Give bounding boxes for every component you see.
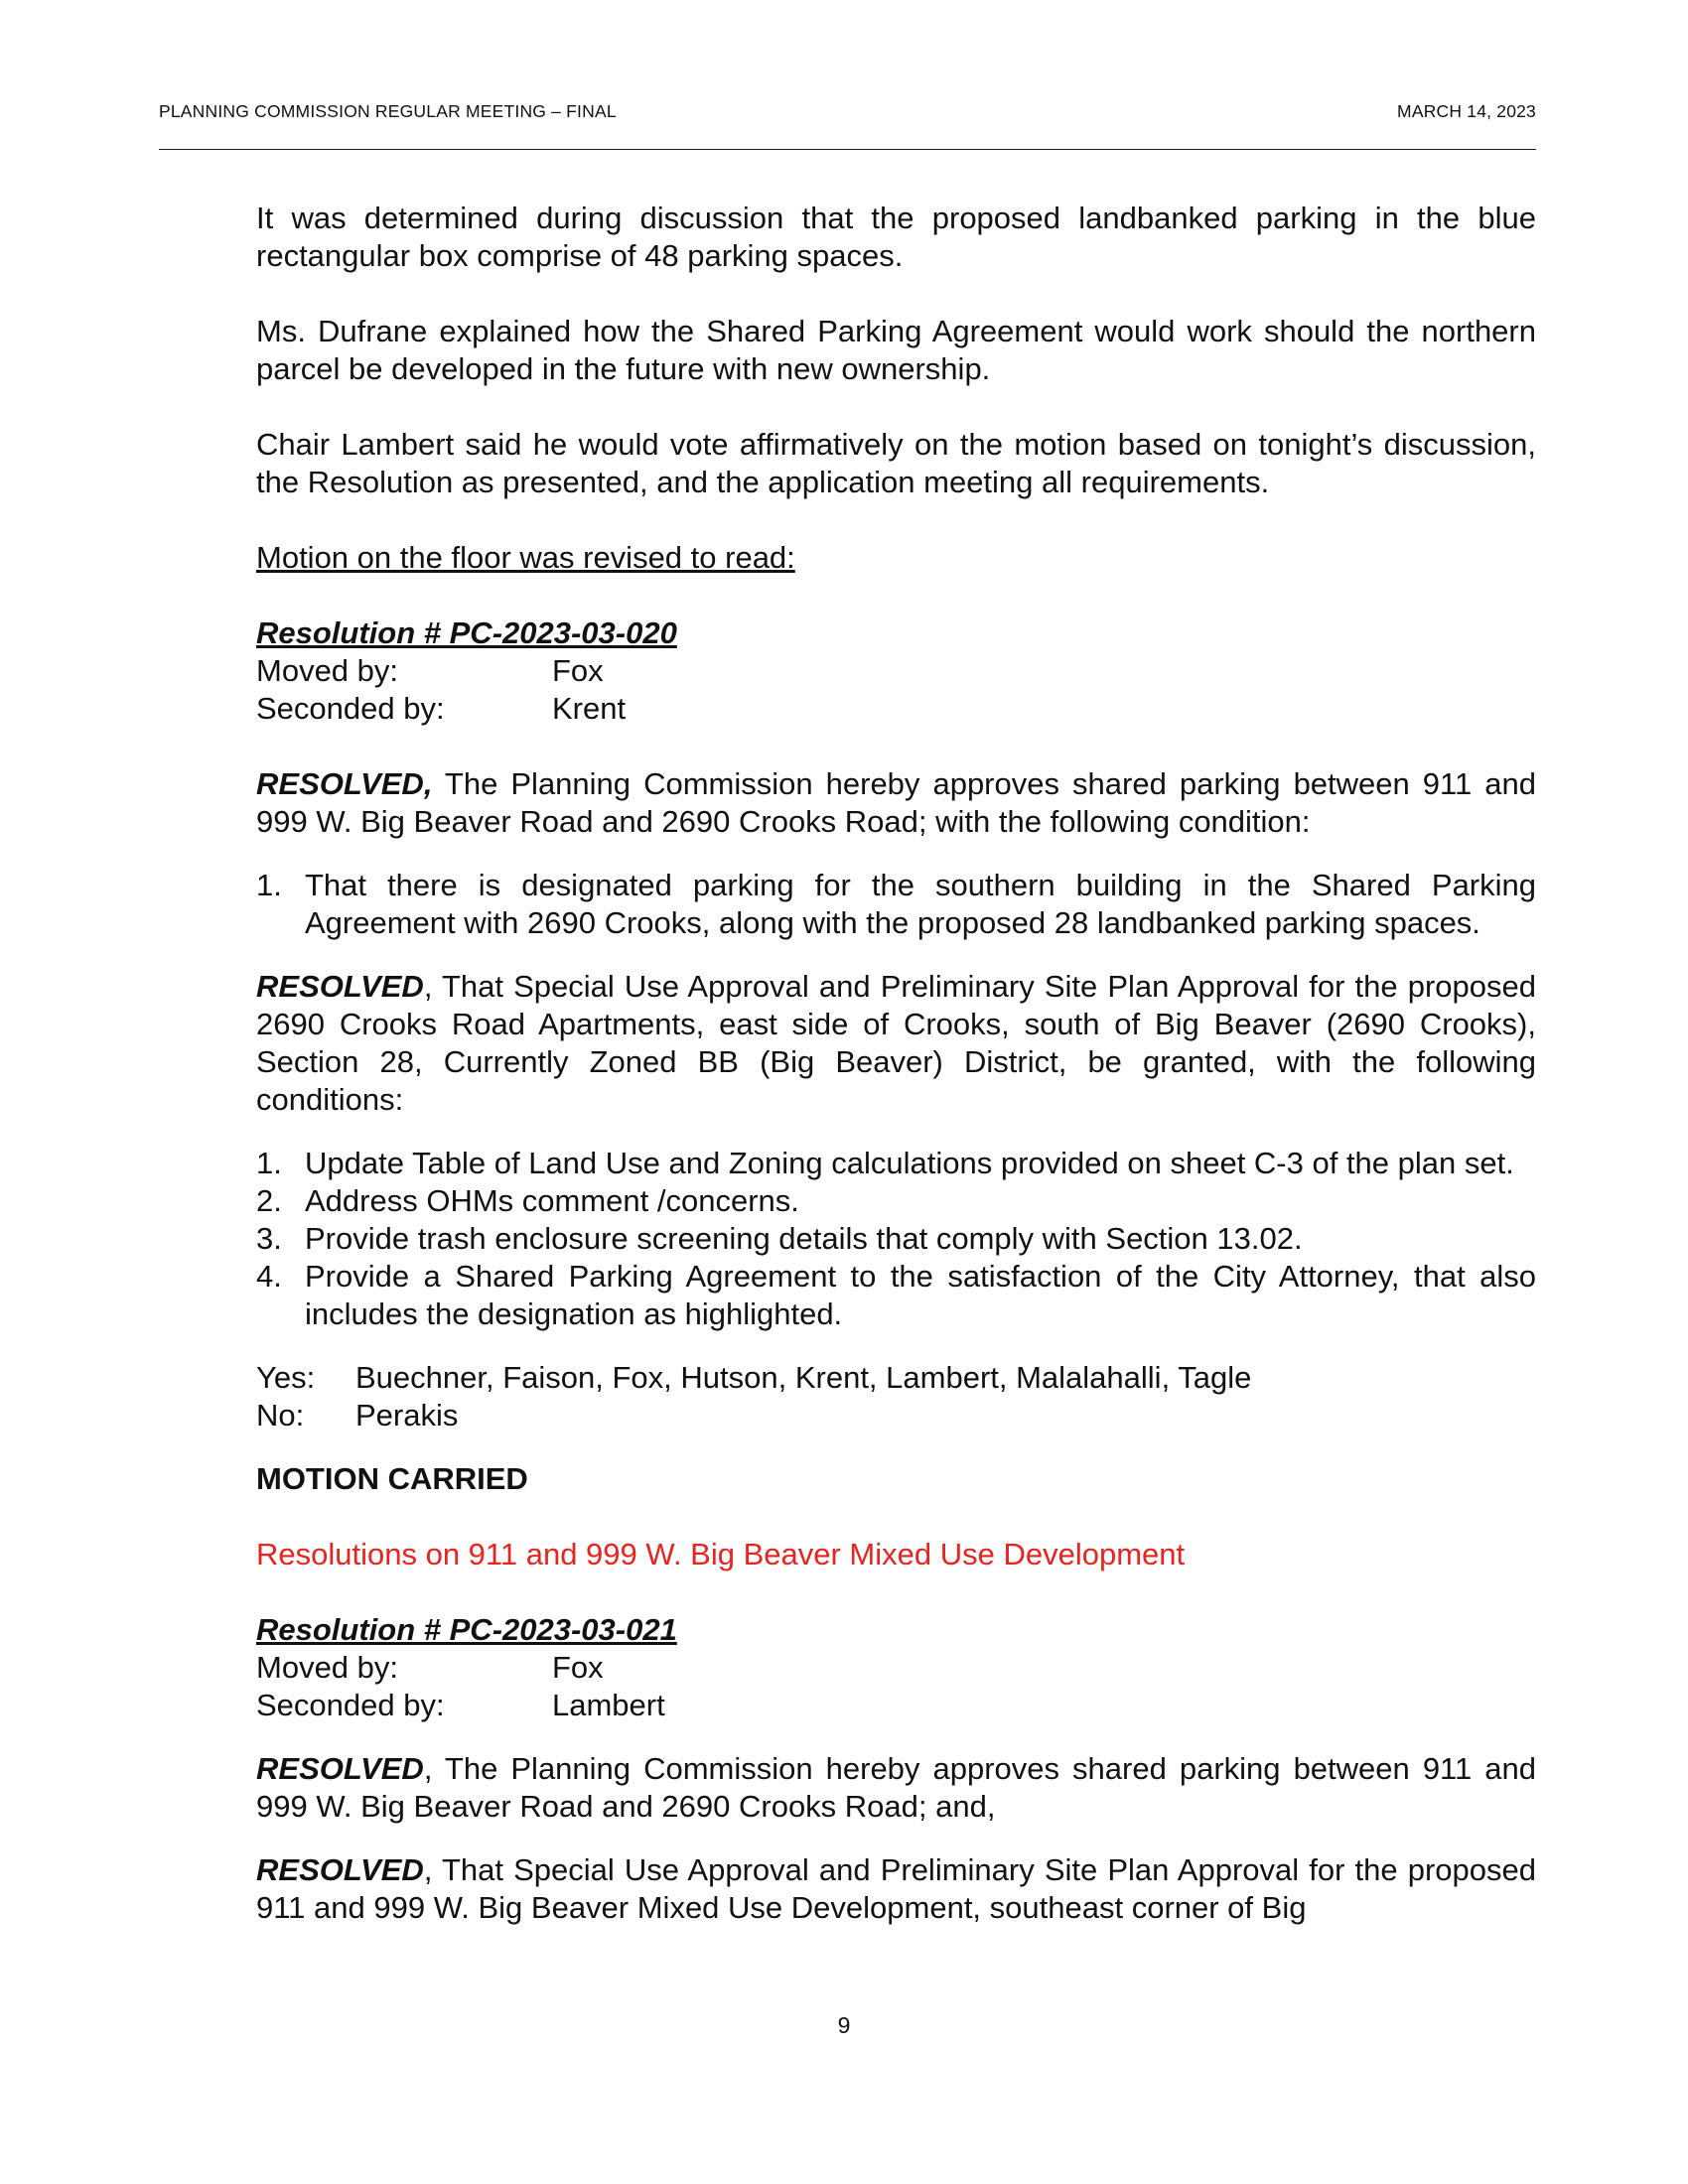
moved-by-row xyxy=(256,1649,1536,1687)
moved-by-row xyxy=(256,652,1536,690)
condition-list-special-use xyxy=(256,1145,1536,1333)
list-number: 3. xyxy=(256,1221,282,1256)
moved-by-value: Fox xyxy=(552,653,604,688)
motion-carried: MOTION CARRIED xyxy=(256,1461,528,1496)
vote-no-label: No: xyxy=(256,1398,305,1433)
resolution-pc-2023-03-020 xyxy=(256,614,1536,1498)
seconded-by-value: Krent xyxy=(552,691,627,726)
seconded-by-label: Seconded by: xyxy=(256,691,445,726)
resolution-pc-2023-03-021 xyxy=(256,1611,1536,1927)
moved-by-label: Moved by: xyxy=(256,653,399,688)
moved-by-value: Fox xyxy=(552,1650,604,1685)
list-item xyxy=(256,867,1536,942)
seconded-by-value: Lambert xyxy=(552,1688,665,1722)
list-text: That there is designated parking for the southern building in the Shared Parking Agreement with 2690 Crooks, along with the proposed 28 landbanked parking spaces. xyxy=(305,868,1536,940)
resolved-text: The Planning Commission hereby approves shared parking between 911 and 999 W. Big Beaver Road and 2690 Crooks Road; with the following condition: xyxy=(256,766,1536,839)
list-text: Address OHMs comment /concerns. xyxy=(305,1183,799,1218)
vote-yes-names: Buechner, Faison, Fox, Hutson, Krent, Lambert, Malalahalli, Tagle xyxy=(355,1360,1252,1395)
list-number: 1. xyxy=(256,1146,282,1180)
resolved-shared-parking xyxy=(256,765,1536,841)
list-item xyxy=(256,1182,1536,1220)
resolved-text: , That Special Use Approval and Preliminary Site Plan Approval for the proposed 911 and 999 W. Big Beaver Mixed Use Development, southeast corner of Big xyxy=(256,1852,1536,1925)
paragraph-landbanked-parking: It was determined during discussion that the proposed landbanked parking in the blue rectangular box comprise of 48 parking spaces. xyxy=(256,201,1536,273)
list-text: Provide a Shared Parking Agreement to the satisfaction of the City Attorney, that also includes the designation as highlighted. xyxy=(305,1259,1536,1331)
section-title-big-beaver: Resolutions on 911 and 999 W. Big Beaver Mixed Use Development xyxy=(256,1537,1186,1571)
list-number: 4. xyxy=(256,1259,282,1294)
list-text: Provide trash enclosure screening details that comply with Section 13.02. xyxy=(305,1221,1303,1256)
header-date: MARCH 14, 2023 xyxy=(1397,101,1536,121)
page-number: 9 xyxy=(837,2012,851,2038)
seconded-by-label: Seconded by: xyxy=(256,1688,445,1722)
resolved-shared-parking xyxy=(256,1750,1536,1826)
vote-no-row xyxy=(256,1397,1536,1434)
resolution-heading: Resolution # PC-2023-03-021 xyxy=(256,1612,677,1647)
resolved-keyword: RESOLVED xyxy=(256,1852,424,1887)
seconded-by-row xyxy=(256,1687,1536,1724)
resolved-keyword: RESOLVED xyxy=(256,969,424,1004)
header-meeting-title: PLANNING COMMISSION REGULAR MEETING – FINAL xyxy=(159,101,617,121)
condition-list-shared-parking xyxy=(256,867,1536,942)
list-item xyxy=(256,1220,1536,1258)
seconded-by-row xyxy=(256,690,1536,728)
resolution-heading: Resolution # PC-2023-03-020 xyxy=(256,615,677,650)
list-item xyxy=(256,1258,1536,1333)
document-body xyxy=(256,200,1536,1927)
resolved-text: , That Special Use Approval and Preliminary Site Plan Approval for the proposed 2690 Crooks Road Apartments, east side of Crooks, south of Big Beaver (2690 Crooks), Section 28, Currently Zoned BB (Big Beaver) District, be granted, with the following conditions: xyxy=(256,969,1536,1117)
resolved-special-use xyxy=(256,1851,1536,1927)
vote-yes-row xyxy=(256,1359,1536,1397)
list-item xyxy=(256,1145,1536,1182)
paragraph-dufrane: Ms. Dufrane explained how the Shared Parking Agreement would work should the northern parcel be developed in the future with new ownership. xyxy=(256,314,1536,386)
resolved-special-use xyxy=(256,968,1536,1119)
resolved-text: , The Planning Commission hereby approves shared parking between 911 and 999 W. Big Beaver Road and 2690 Crooks Road; and, xyxy=(256,1751,1536,1824)
paragraph-chair-lambert: Chair Lambert said he would vote affirmatively on the motion based on tonight’s discussion, the Resolution as presented, and the application meeting all requirements. xyxy=(256,427,1536,499)
vote-yes-label: Yes: xyxy=(256,1360,316,1395)
list-number: 2. xyxy=(256,1183,282,1218)
vote-no-names: Perakis xyxy=(355,1398,459,1433)
resolved-keyword: RESOLVED xyxy=(256,1751,424,1786)
header-divider xyxy=(159,149,1536,150)
list-text: Update Table of Land Use and Zoning calculations provided on sheet C-3 of the plan set. xyxy=(305,1146,1514,1180)
moved-by-label: Moved by: xyxy=(256,1650,399,1685)
list-number: 1. xyxy=(256,868,282,902)
resolved-keyword: RESOLVED, xyxy=(256,766,433,801)
motion-revised-note: Motion on the floor was revised to read: xyxy=(256,540,795,575)
